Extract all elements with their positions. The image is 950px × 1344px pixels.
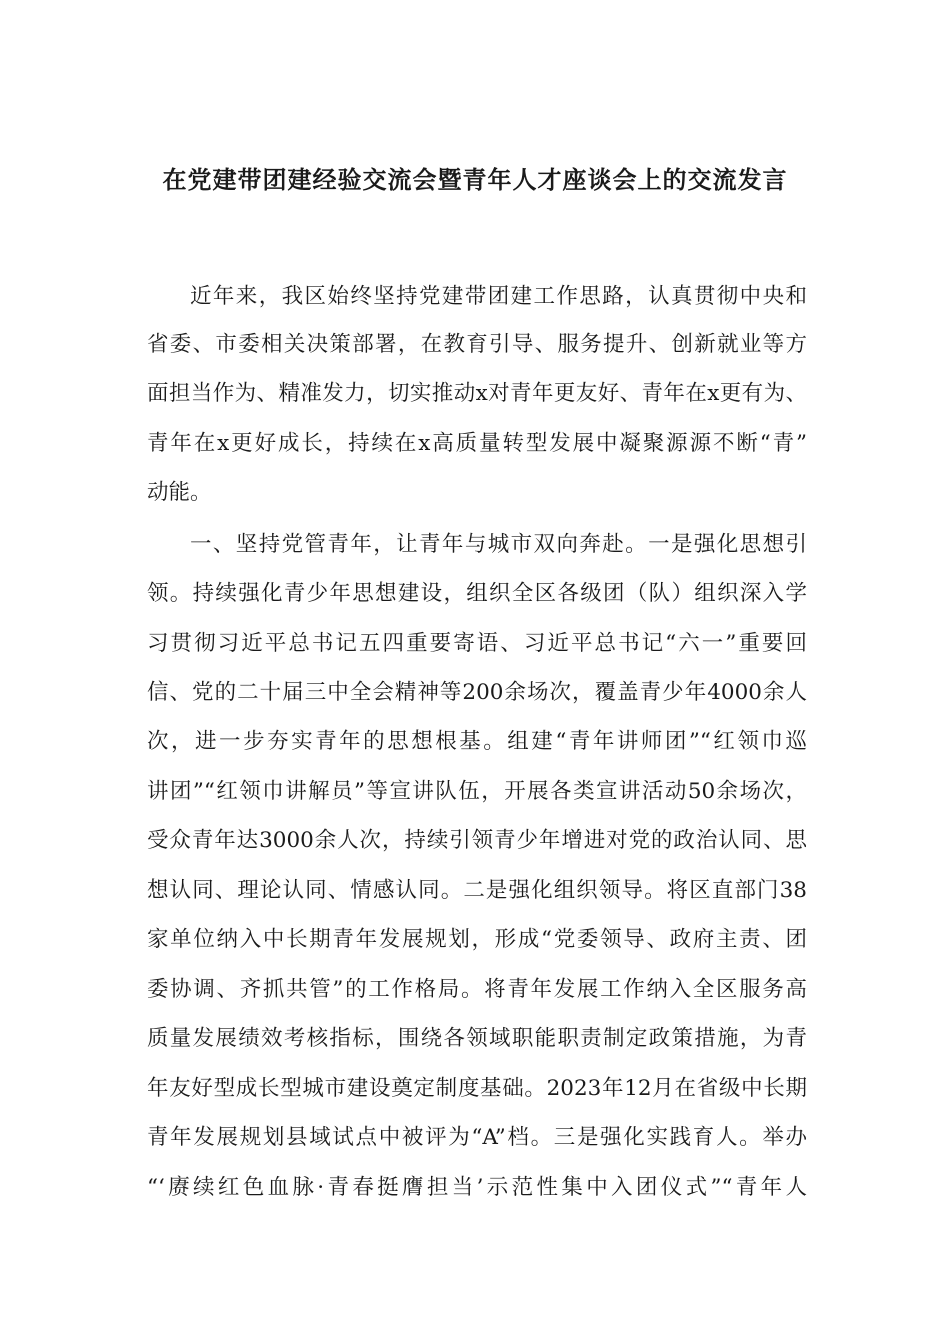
paragraph-2-line-11: 质量发展绩效考核指标，围绕各领域职能职责制定政策措施，为青 bbox=[147, 1026, 807, 1051]
paragraph-1-line-5: 动能。 bbox=[147, 480, 212, 505]
paragraph-1-line-3: 面担当作为、精准发力，切实推动x对青年更友好、青年在x更有为、 bbox=[147, 381, 807, 406]
paragraph-1-line-4: 青年在x更好成长，持续在x高质量转型发展中凝聚源源不断“青” bbox=[147, 431, 807, 456]
paragraph-2-line-8: 想认同、理论认同、情感认同。二是强化组织领导。将区直部门38 bbox=[147, 878, 807, 903]
paragraph-2-line-1: 一、坚持党管青年，让青年与城市双向奔赴。一是强化思想引 bbox=[190, 532, 807, 557]
paragraph-1-line-1: 近年来，我区始终坚持党建带团建工作思路，认真贯彻中央和 bbox=[190, 284, 807, 309]
paragraph-2-line-10: 委协调、齐抓共管”的工作格局。将青年发展工作纳入全区服务高 bbox=[147, 977, 807, 1002]
paragraph-1-line-2: 省委、市委相关决策部署，在教育引导、服务提升、创新就业等方 bbox=[147, 332, 807, 357]
paragraph-2-line-2: 领。持续强化青少年思想建设，组织全区各级团（队）组织深入学 bbox=[147, 581, 807, 606]
document-title: 在党建带团建经验交流会暨青年人才座谈会上的交流发言 bbox=[162, 165, 788, 194]
paragraph-2-line-6: 讲团”“红领巾讲解员”等宣讲队伍，开展各类宣讲活动50余场次， bbox=[147, 779, 807, 804]
paragraph-2-line-12: 年友好型成长型城市建设奠定制度基础。2023年12月在省级中长期 bbox=[147, 1076, 807, 1101]
paragraph-2-line-4: 信、党的二十届三中全会精神等200余场次，覆盖青少年4000余人 bbox=[147, 680, 807, 705]
paragraph-2-line-5: 次，进一步夯实青年的思想根基。组建“青年讲师团”“红领巾巡 bbox=[147, 729, 807, 754]
paragraph-2-line-3: 习贯彻习近平总书记五四重要寄语、习近平总书记“六一”重要回 bbox=[147, 631, 807, 656]
paragraph-2-line-13: 青年发展规划县域试点中被评为“A”档。三是强化实践育人。举办 bbox=[147, 1125, 807, 1150]
paragraph-2-line-14: “‘赓续红色血脉·青春挺膺担当’示范性集中入团仪式”“青年人 bbox=[147, 1175, 807, 1200]
paragraph-2-line-9: 家单位纳入中长期青年发展规划，形成“党委领导、政府主责、团 bbox=[147, 927, 807, 952]
paragraph-2-line-7: 受众青年达3000余人次，持续引领青少年增进对党的政治认同、思 bbox=[147, 828, 807, 853]
